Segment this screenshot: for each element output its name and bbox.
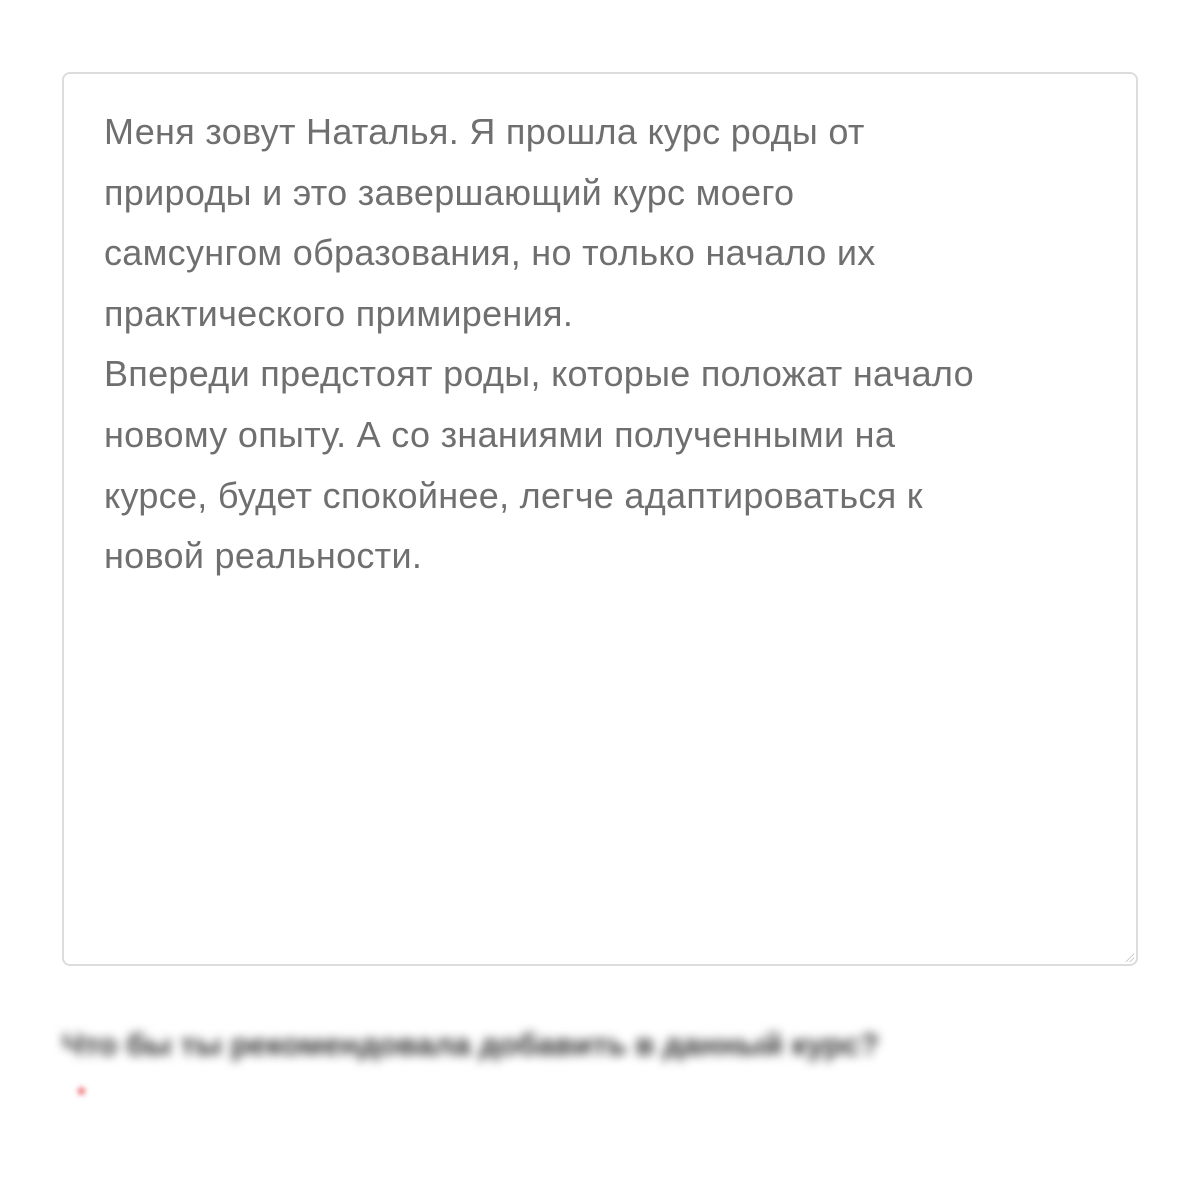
resize-grip-icon[interactable] <box>1124 952 1134 962</box>
answer-text[interactable]: Меня зовут Наталья. Я прошла курс роды от природы и это завершающий курс моего самсунгом образования, но только начало их практического примирения. Впереди предстоят роды, которые положат начало новому опыту. А со знаниями полученными на курсе, будет спокойнее, легче адаптироваться к новой реальности. <box>104 111 974 577</box>
required-asterisk: * <box>76 1080 87 1111</box>
question-label: Что бы ты рекомендовала добавить в данный курс? <box>62 1027 879 1062</box>
answer-textarea[interactable] <box>62 72 1138 966</box>
